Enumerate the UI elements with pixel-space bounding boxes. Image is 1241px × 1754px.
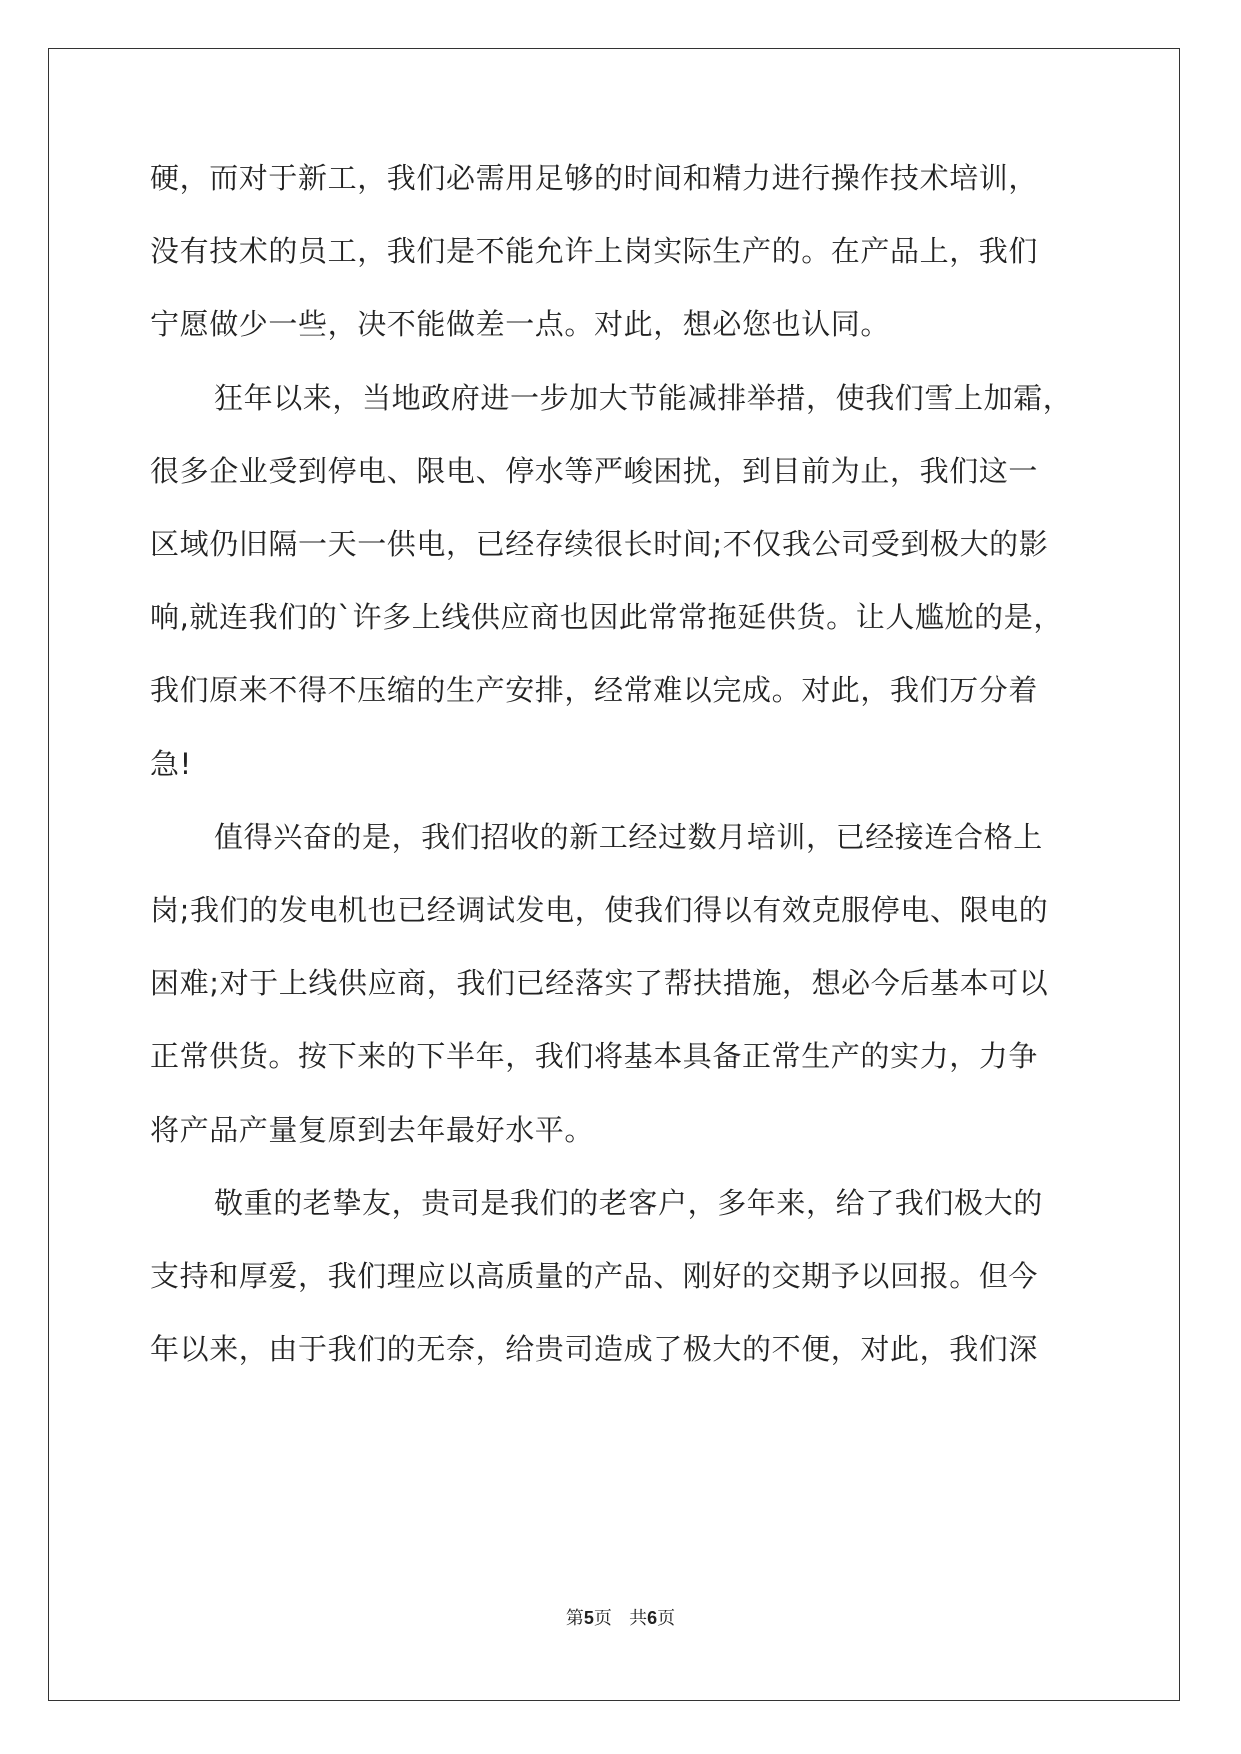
text-line: 敬重的老挚友，贵司是我们的老客户，多年来，给了我们极大的 [214, 1186, 1043, 1220]
footer-prefix: 第 [565, 1608, 584, 1629]
text-line: 年以来，由于我们的无奈，给贵司造成了极大的不便，对此，我们深 [150, 1332, 1039, 1366]
footer-suffix: 页 [657, 1608, 676, 1629]
text-line: 很多企业受到停电、限电、停水等严峻困扰，到目前为止，我们这一 [150, 454, 1039, 488]
footer-current-page: 5 [583, 1608, 594, 1628]
text-line: 区域仍旧隔一天一供电，已经存续很长时间;不仅我公司受到极大的影 [150, 527, 1049, 561]
text-line: 响,就连我们的`许多上线供应商也因此常常拖延供货。让人尴尬的是， [150, 600, 1063, 634]
footer-total-pages: 6 [647, 1608, 658, 1628]
text-line: 硬，而对于新工，我们必需用足够的时间和精力进行操作技术培训， [150, 161, 1039, 195]
text-line: 值得兴奋的是，我们招收的新工经过数月培训，已经接连合格上 [214, 820, 1043, 854]
footer-middle: 页 共 [593, 1608, 648, 1629]
page-footer [0, 1606, 1241, 1631]
text-line: 急! [150, 747, 192, 781]
text-line: 狂年以来，当地政府进一步加大节能减排举措，使我们雪上加霜， [214, 381, 1073, 415]
text-line: 宁愿做少一些，决不能做差一点。对此，想必您也认同。 [150, 307, 891, 341]
text-line: 支持和厚爱，我们理应以高质量的产品、刚好的交期予以回报。但今 [150, 1259, 1039, 1293]
text-line: 岗;我们的发电机也已经调试发电，使我们得以有效克服停电、限电的 [150, 893, 1049, 927]
text-line: 困难;对于上线供应商，我们已经落实了帮扶措施，想必今后基本可以 [150, 966, 1049, 1000]
text-line: 将产品产量复原到去年最好水平。 [150, 1113, 595, 1147]
page-border [48, 48, 1180, 1701]
text-line: 我们原来不得不压缩的生产安排，经常难以完成。对此，我们万分着 [150, 673, 1039, 707]
text-line: 正常供货。按下来的下半年，我们将基本具备正常生产的实力，力争 [150, 1039, 1039, 1073]
text-line: 没有技术的员工，我们是不能允许上岗实际生产的。在产品上，我们 [150, 234, 1039, 268]
